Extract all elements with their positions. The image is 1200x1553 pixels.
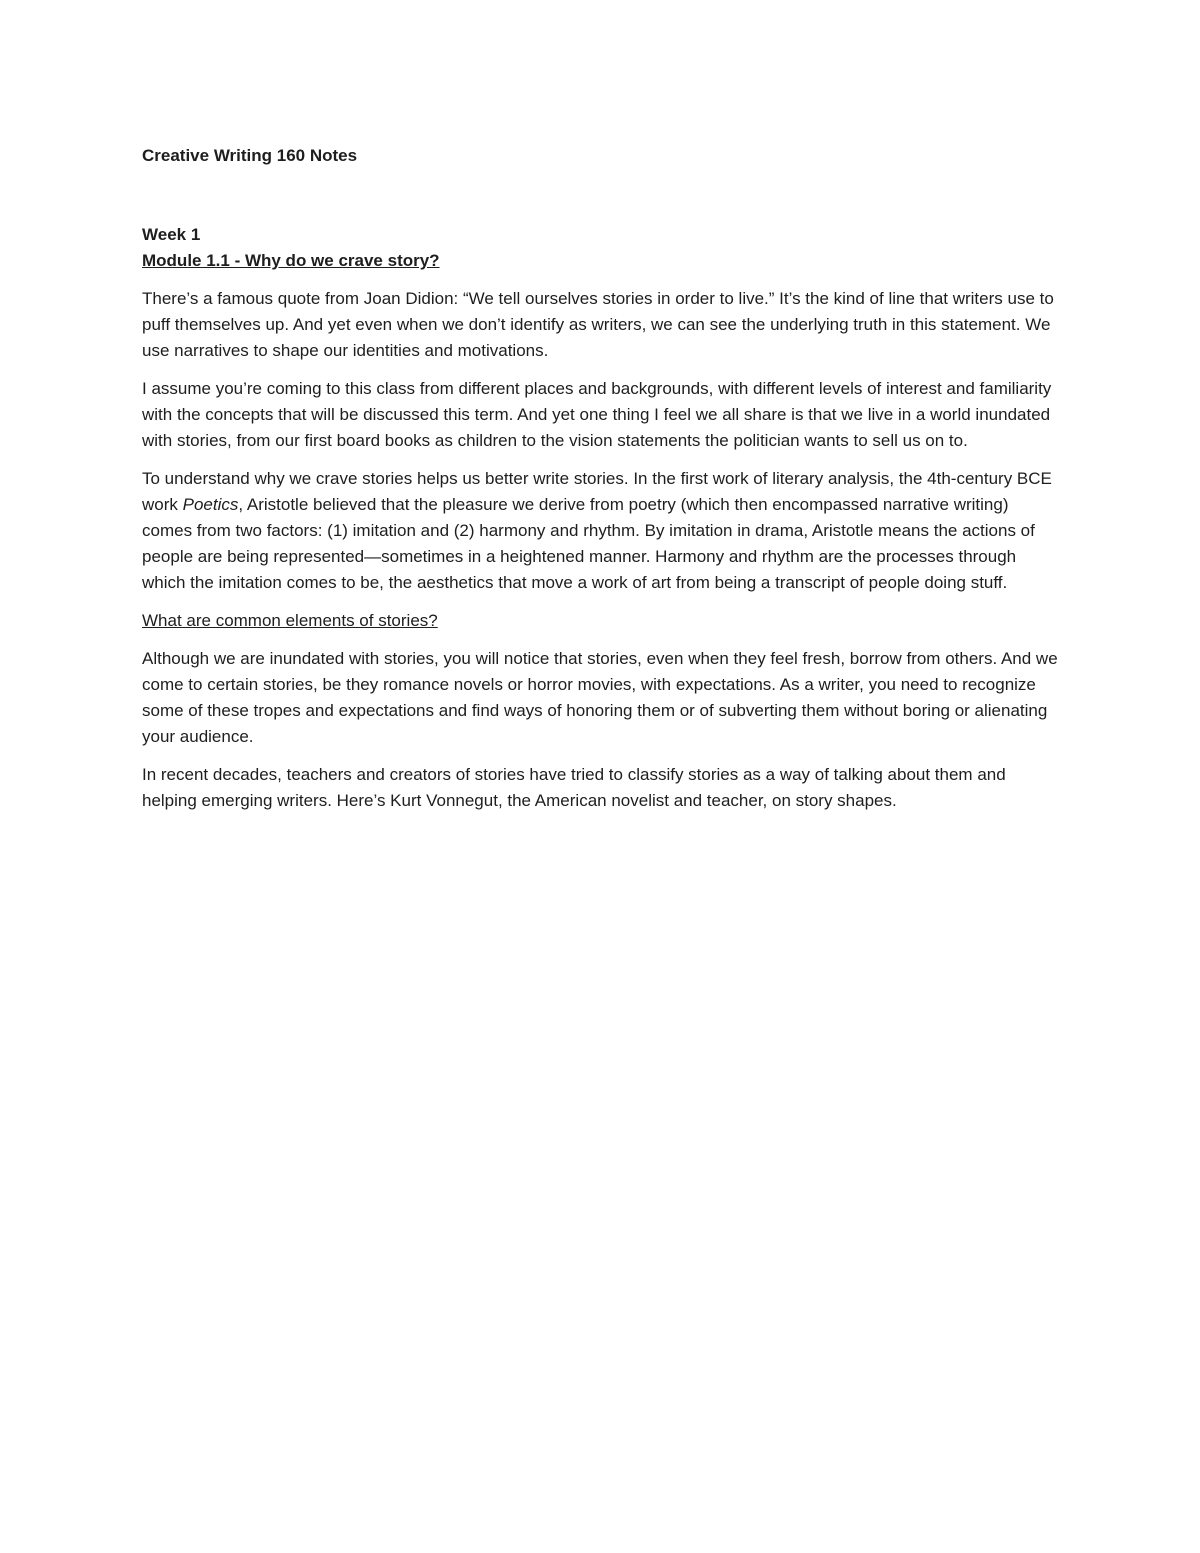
week-heading: Week 1: [142, 225, 201, 244]
paragraph-didion-quote: There’s a famous quote from Joan Didion: “We tell ourselves stories in order to live.” It’s the kind of line that writers use to puff themselves up. And yet even when we don’t identify as writers, we can see the underlying truth in this statement. We use narratives to shape our identities and motivations.: [142, 289, 1054, 360]
paragraph-aristotle-part-2: , Aristotle believed that the pleasure we derive from poetry (which then encompassed narrative writing) comes from two factors: (1) imitation and (2) harmony and rhythm. By imitation in drama, Aristotle means the actions of people are being represented—sometimes in a heightened manner. Harmony and rhythm are the processes through which the imitation comes to be, the aesthetics that move a work of art from being a transcript of people doing stuff.: [142, 495, 1035, 592]
paragraph-tropes-expectations: Although we are inundated with stories, you will notice that stories, even when they feel fresh, borrow from others. And we come to certain stories, be they romance novels or horror movies, with expectations. As a writer, you need to recognize some of these tropes and expectations and find ways of honoring them or of subverting them without boring or alienating your audience.: [142, 649, 1058, 746]
poetics-title: Poetics: [182, 495, 239, 514]
paragraph-aristotle-poetics: [142, 466, 1062, 596]
document-body: [142, 143, 1062, 814]
module-heading: Module 1.1 - Why do we crave story?: [142, 251, 440, 270]
sub-heading-common-elements: What are common elements of stories?: [142, 611, 438, 630]
paragraph-vonnegut-story-shapes: In recent decades, teachers and creators of stories have tried to classify stories as a way of talking about them and helping emerging writers. Here’s Kurt Vonnegut, the American novelist and teacher, on story shapes.: [142, 765, 1006, 810]
paragraph-class-backgrounds: I assume you’re coming to this class from different places and backgrounds, with different levels of interest and familiarity with the concepts that will be discussed this term. And yet one thing I feel we all share is that we live in a world inundated with stories, from our first board books as children to the vision statements the politician wants to sell us on to.: [142, 379, 1052, 450]
paragraph-aristotle-part-1: To understand why we crave stories helps us better write stories. In the first work of literary analysis, the 4th-century BCE work: [142, 469, 1052, 514]
document-title: Creative Writing 160 Notes: [142, 146, 358, 165]
